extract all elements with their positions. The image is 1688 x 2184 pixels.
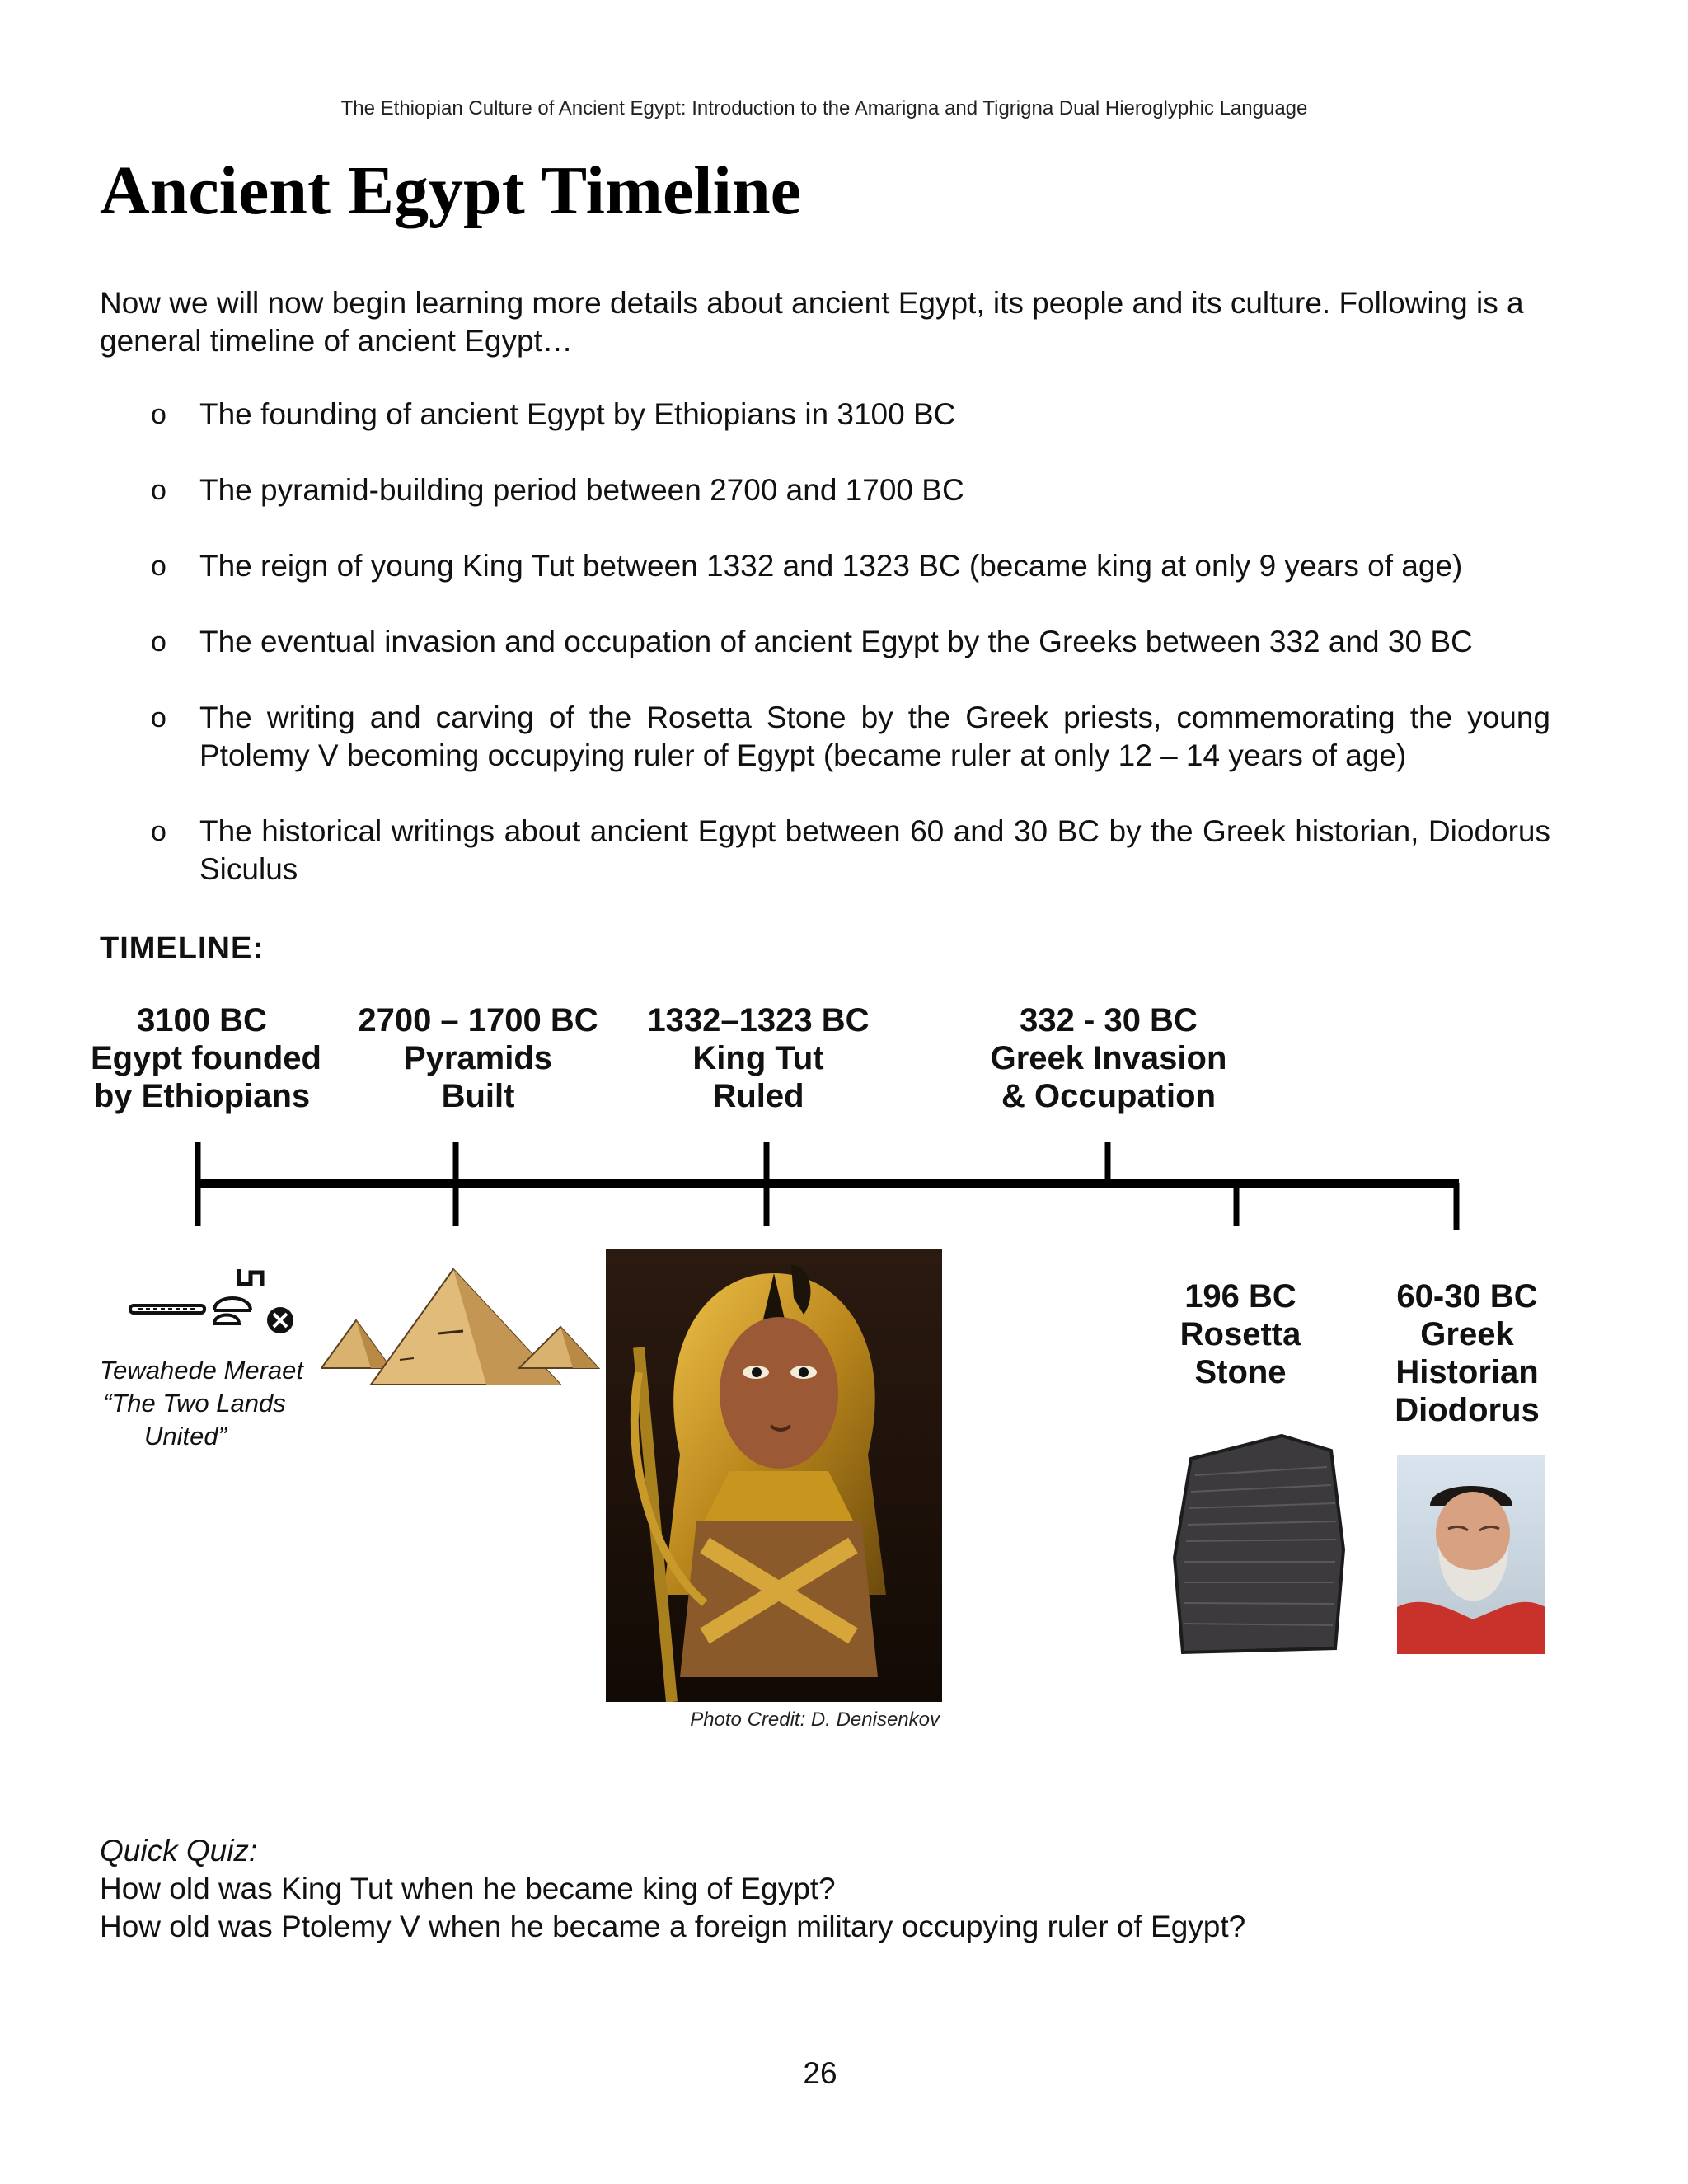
timeline-axis bbox=[0, 1137, 1688, 1236]
hieroglyph-icon bbox=[124, 1261, 305, 1352]
bullet: o bbox=[151, 816, 166, 847]
list-item: o The eventual invasion and occupation of ancient Egypt by the Greeks between 332 and 30 BC bbox=[100, 623, 1550, 661]
bullet: o bbox=[151, 551, 166, 582]
list-item: o The writing and carving of the Rosetta Stone by the Greek priests, commemorating the young Ptolemy V becoming occupying ruler of Egypt (became ruler at only 12 – 14 years of age) bbox=[151, 701, 1550, 772]
timeline-label-king-tut: 1332–1323 BC King Tut Ruled bbox=[647, 1002, 870, 1114]
photo-credit: Photo Credit: D. Denisenkov bbox=[690, 1708, 940, 1731]
page-title: Ancient Egypt Timeline bbox=[100, 152, 801, 229]
bullet: o bbox=[151, 399, 166, 430]
timeline-label-diodorus: 60-30 BC Greek Historian Diodorus bbox=[1395, 1278, 1540, 1428]
list-item: o The historical writings about ancient Egypt between 60 and 30 BC by the Greek historian, Diodorus Siculus bbox=[151, 814, 1550, 886]
event-list bbox=[100, 396, 1550, 926]
list-item: o The founding of ancient Egypt by Ethiopians in 3100 BC bbox=[100, 396, 1550, 434]
pyramids-icon bbox=[321, 1261, 602, 1393]
list-item: o The pyramid-building period between 2700 and 1700 BC bbox=[100, 471, 1550, 509]
timeline-heading: TIMELINE: bbox=[100, 931, 264, 966]
list-item: o The reign of young King Tut between 1332 and 1323 BC (became king at only 9 years of age) bbox=[100, 547, 1550, 585]
glyph-caption: Tewahede Meraet “The Two Lands United” bbox=[100, 1356, 304, 1451]
bullet: o bbox=[151, 702, 166, 733]
page-number: 26 bbox=[803, 2056, 837, 2090]
timeline-label-pyramids: 2700 – 1700 BC Pyramids Built bbox=[358, 1002, 598, 1114]
quiz-title: Quick Quiz: bbox=[100, 1834, 258, 1868]
king-tut-photo bbox=[606, 1249, 942, 1702]
intro-paragraph: Now we will now begin learning more details about ancient Egypt, its people and its culture. Following is a general timeline of ancient Egypt… bbox=[100, 286, 1524, 358]
diodorus-portrait bbox=[1397, 1455, 1545, 1654]
quiz-question-1: How old was King Tut when he became king of Egypt? bbox=[100, 1872, 836, 1905]
bullet: o bbox=[151, 475, 166, 506]
running-header: The Ethiopian Culture of Ancient Egypt: Introduction to the Amarigna and Tigrigna Dual Hieroglyphic Language bbox=[340, 97, 1308, 120]
timeline-label-3100bc: 3100 BC Egypt founded by Ethiopians bbox=[91, 1002, 321, 1114]
quiz-question-2: How old was Ptolemy V when he became a foreign military occupying ruler of Egypt? bbox=[100, 1910, 1246, 1943]
bullet: o bbox=[151, 626, 166, 658]
timeline-label-greek-invasion: 332 - 30 BC Greek Invasion & Occupation bbox=[990, 1002, 1227, 1114]
timeline-label-rosetta: 196 BC Rosetta Stone bbox=[1179, 1278, 1301, 1390]
rosetta-stone-image bbox=[1166, 1426, 1348, 1657]
